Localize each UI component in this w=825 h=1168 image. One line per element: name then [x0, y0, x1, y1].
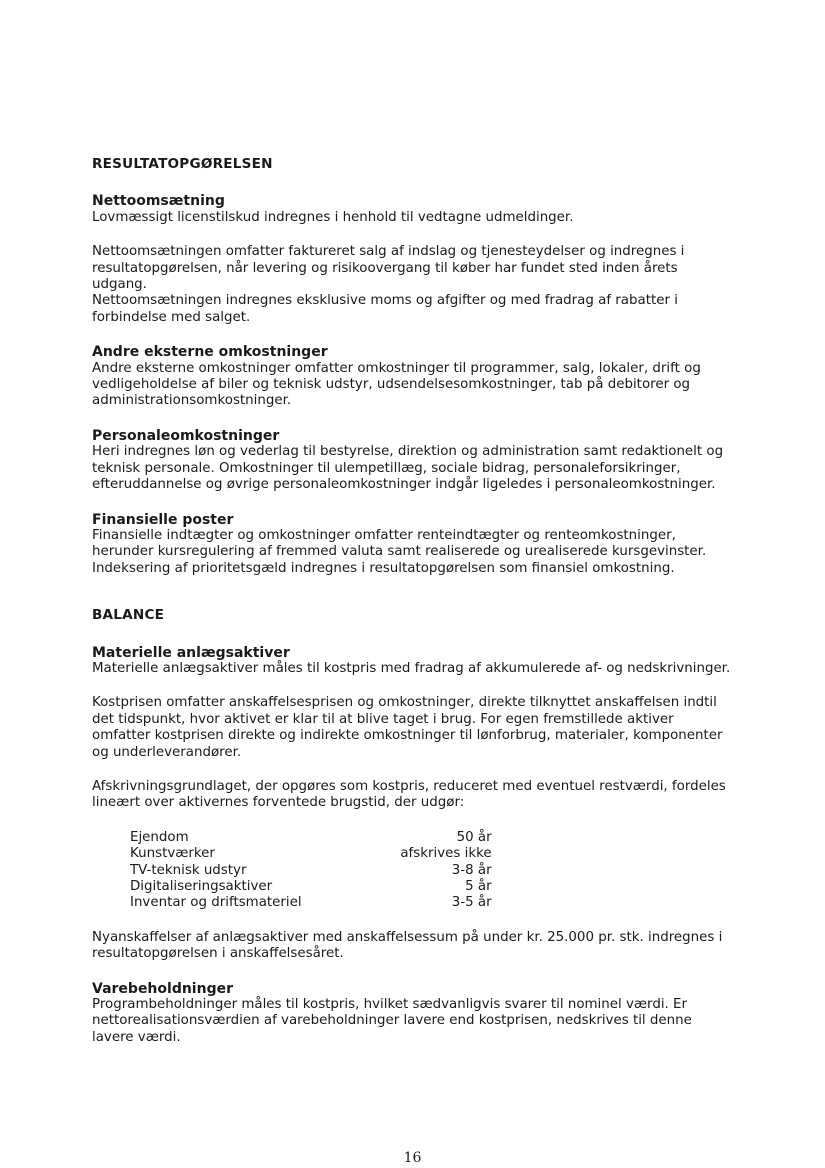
depreciation-table — [130, 830, 492, 912]
paragraph: Nettoomsætningen omfatter faktureret salg af indslag og tjenesteydelser og indregnes i resultatopgørelsen, når levering og risikoovergang til køber har fundet sted inden årets udgang. — [92, 244, 685, 293]
table-row — [130, 863, 492, 879]
paragraph: Programbeholdninger måles til kostpris, hvilket sædvanligvis svarer til nominel værdi. Er nettorealisationsværdien af varebeholdninger lavere end kostprisen, nedskrives til denne lavere værdi. — [92, 997, 692, 1045]
paragraph: Afskrivningsgrundlaget, der opgøres som kostpris, reduceret med eventuel restværdi, fordeles lineært over aktivernes forventede brugstid, der udgør: — [92, 778, 726, 811]
section-title-balance: BALANCE — [92, 607, 165, 624]
useful-life: afskrives ikke — [400, 846, 492, 862]
heading-varebeholdninger: Varebeholdninger — [92, 980, 233, 997]
heading-materielle-anlaegsaktiver: Materielle anlægsaktiver — [92, 644, 290, 661]
paragraph: Lovmæssigt licenstilskud indregnes i henhold til vedtagne udmeldinger. — [92, 209, 574, 225]
useful-life: 3-5 år — [451, 895, 492, 911]
section-title-resultatopgorelsen: RESULTATOPGØRELSEN — [92, 156, 273, 172]
heading-andre-eksterne-omkostninger: Andre eksterne omkostninger — [92, 344, 328, 361]
useful-life: 50 år — [456, 829, 492, 845]
heading-nettoomsaetning: Nettoomsætning — [92, 193, 225, 210]
asset-name: Ejendom — [130, 829, 189, 845]
table-row — [130, 895, 492, 911]
asset-name: Kunstværker — [130, 846, 215, 862]
paragraph: Finansielle indtægter og omkostninger omfatter renteindtægter og renteomkostninger, herunder kursregulering af fremmed valuta samt realiserede og urealiserede kursgevinster. Indeksering af prioritetsgæld indregnes i resultatopgørelsen som finansiel omkostning. — [92, 527, 707, 576]
heading-finansielle-poster: Finansielle poster — [92, 511, 234, 528]
asset-name: Inventar og driftsmateriel — [130, 895, 302, 911]
document-body — [92, 156, 732, 1046]
paragraph: Kostprisen omfatter anskaffelsesprisen og omkostninger, direkte tilknyttet anskaffelsen indtil det tidspunkt, hvor aktivet er klar til at blive taget i brug. For egen fremstillede aktiver omfatter kostprisen direkte og indirekte omkostninger til lønforbrug, materialer, komponenter og underleverandører. — [92, 695, 723, 760]
paragraph: Nyanskaffelser af anlægsaktiver med anskaffelsessum på under kr. 25.000 pr. stk. indregnes i resultatopgørelsen i anskaffelsesåret. — [92, 929, 723, 962]
asset-name: Digitaliseringsaktiver — [130, 879, 273, 894]
table-row — [130, 879, 492, 895]
table-row — [130, 846, 492, 862]
paragraph: Heri indregnes løn og vederlag til bestyrelse, direktion og administration samt redaktionelt og teknisk personale. Omkostninger til ulempetillæg, sociale bidrag, personaleforsikringer, efteruddannelse og øvrige personaleomkostninger indgår ligeledes i personaleomkostninger. — [92, 444, 724, 493]
paragraph: Nettoomsætningen indregnes eksklusive moms og afgifter og med fradrag af rabatter i forbindelse med salget. — [92, 293, 678, 325]
asset-name: TV-teknisk udstyr — [130, 862, 247, 878]
useful-life: 5 år — [465, 879, 492, 894]
paragraph: Andre eksterne omkostninger omfatter omkostninger til programmer, salg, lokaler, drift og vedligeholdelse af biler og teknisk udstyr, udsendelsesomkostninger, tab på debitorer og administrationsomkostninger. — [92, 360, 701, 409]
heading-personaleomkostninger: Personaleomkostninger — [92, 427, 280, 444]
page-number: 16 — [403, 1150, 422, 1166]
table-row — [130, 830, 492, 846]
paragraph: Materielle anlægsaktiver måles til kostpris med fradrag af akkumulerede af- og nedskrivninger. — [92, 660, 731, 676]
useful-life: 3-8 år — [451, 862, 492, 878]
